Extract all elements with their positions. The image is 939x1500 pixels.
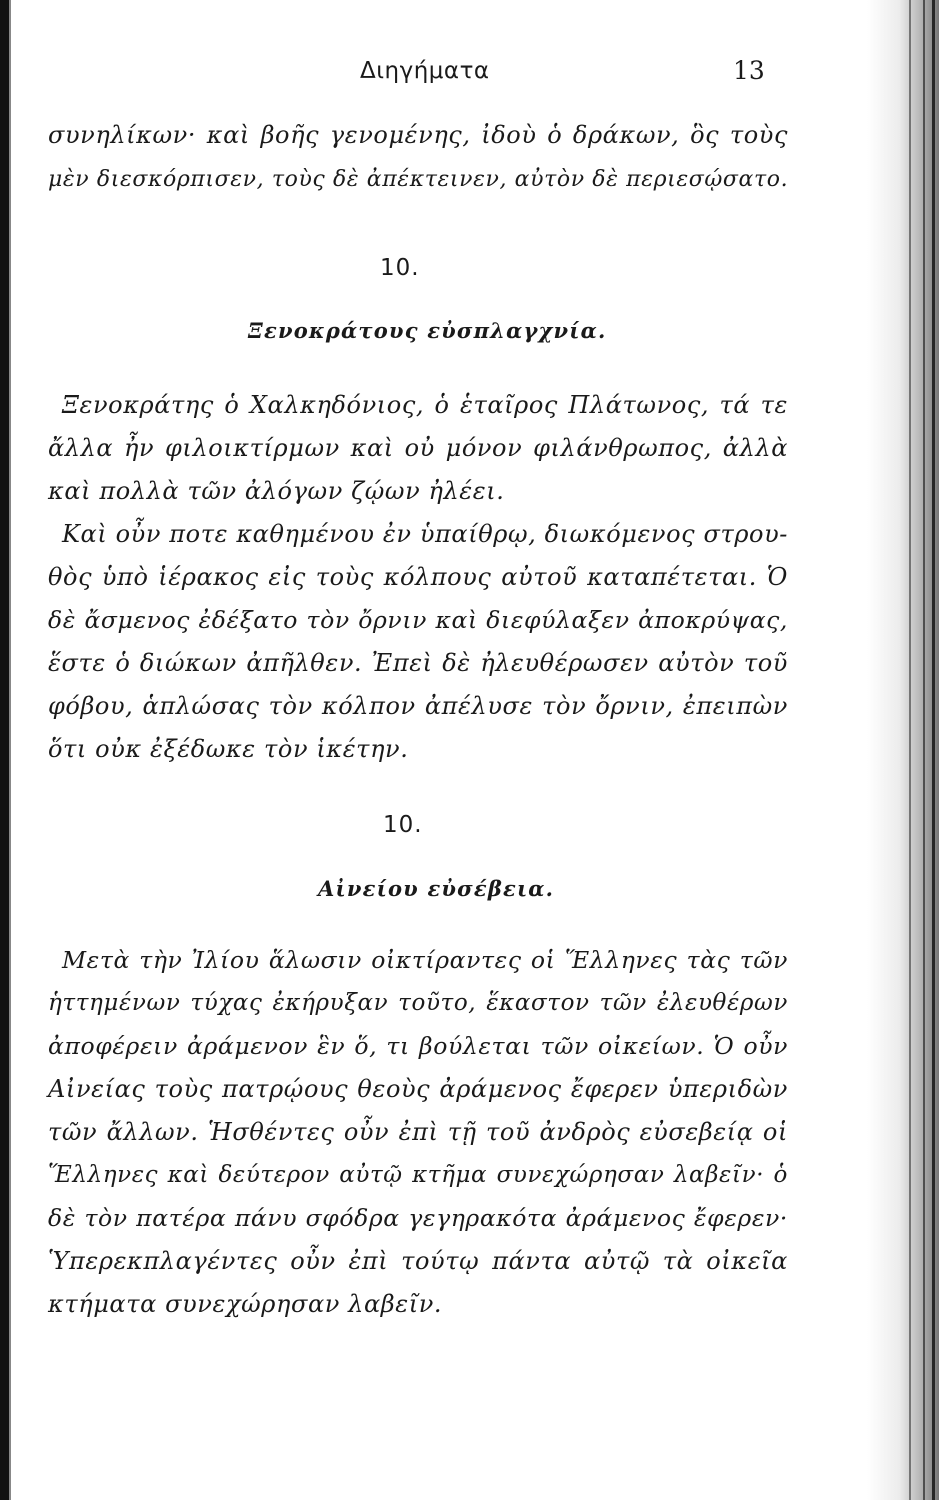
section-title: Ξενοκράτους εὐσπλαγχνία.	[248, 318, 607, 343]
text-line: δὲ ἄσμενος ἐδέξατο τὸν ὄρνιν καὶ διεφύλαξεν ἀποκρύψας,	[48, 606, 788, 634]
page-number: 13	[733, 56, 765, 85]
text-line: τῶν ἄλλων. Ἡσθέντες οὖν ἐπὶ τῇ τοῦ ἀνδρὸς εὐσεβείᾳ οἱ	[48, 1118, 788, 1146]
text-line: ἀποφέρειν ἀράμενον ἓν ὅ, τι βούλεται τῶν οἰκείων. Ὁ οὖν	[48, 1032, 788, 1060]
section-title: Αἰνείου εὐσέβεια.	[318, 876, 555, 901]
text-line: ἕστε ὁ διώκων ἀπῆλθεν. Ἐπεὶ δὲ ἠλευθέρωσεν αὐτὸν τοῦ	[48, 649, 788, 677]
text-line: Ὑπερεκπλαγέντες οὖν ἐπὶ τούτῳ πάντα αὐτῷ τὰ οἰκεῖα	[48, 1247, 788, 1275]
section-number: 10.	[383, 812, 423, 838]
text-line: κτήματα συνεχώρησαν λαβεῖν.	[48, 1290, 443, 1318]
text-line: καὶ πολλὰ τῶν ἀλόγων ζῴων ἠλέει.	[48, 477, 505, 505]
page-edge-shadow	[867, 0, 939, 1500]
text-line: ἄλλα ἦν φιλοικτίρμων καὶ οὐ μόνον φιλάνθρωπος, ἀλλὰ	[48, 434, 788, 462]
text-line: Αἰνείας τοὺς πατρῴους θεοὺς ἀράμενος ἔφερεν ὑπεριδὼν	[48, 1075, 788, 1103]
binding-edge-line	[9, 0, 11, 1500]
text-line: ἡττημένων τύχας ἐκήρυξαν τοῦτο, ἕκαστον τῶν ἐλευθέρων	[48, 990, 788, 1016]
page-edge-line	[909, 0, 911, 1500]
page-edge-line	[932, 0, 935, 1500]
running-title: Διηγήματα	[360, 58, 490, 84]
text-line: Μετὰ τὴν Ἰλίου ἅλωσιν οἰκτίραντες οἱ Ἕλληνες τὰς τῶν	[62, 946, 788, 974]
section-number: 10.	[380, 255, 420, 281]
text-line: Ξενοκράτης ὁ Χαλκηδόνιος, ὁ ἑταῖρος Πλάτωνος, τά τε	[62, 391, 788, 419]
text-line: μὲν διεσκόρπισεν, τοὺς δὲ ἀπέκτεινεν, αὐτὸν δὲ περιεσῴσατο.	[48, 167, 789, 192]
text-line: συνηλίκων· καὶ βοῆς γενομένης, ἰδοὺ ὁ δράκων, ὃς τοὺς	[48, 121, 788, 149]
page-edge-line	[923, 0, 925, 1500]
text-line: θὸς ὑπὸ ἱέρακος εἰς τοὺς κόλπους αὐτοῦ καταπέτεται. Ὁ	[48, 563, 788, 591]
text-line: ὅτι οὐκ ἐξέδωκε τὸν ἱκέτην.	[48, 735, 409, 763]
text-line: Ἕλληνες καὶ δεύτερον αὐτῷ κτῆμα συνεχώρησαν λαβεῖν· ὁ	[48, 1162, 788, 1188]
text-line: φόβου, ἁπλώσας τὸν κόλπον ἀπέλυσε τὸν ὄρνιν, ἐπειπὼν	[48, 692, 788, 720]
page-header	[0, 58, 939, 92]
text-line: Καὶ οὖν ποτε καθημένου ἐν ὑπαίθρῳ, διωκόμενος στρου-	[62, 520, 788, 548]
binding-edge	[0, 0, 9, 1500]
text-line: δὲ τὸν πατέρα πάνυ σφόδρα γεγηρακότα ἀράμενος ἔφερεν·	[48, 1204, 788, 1232]
